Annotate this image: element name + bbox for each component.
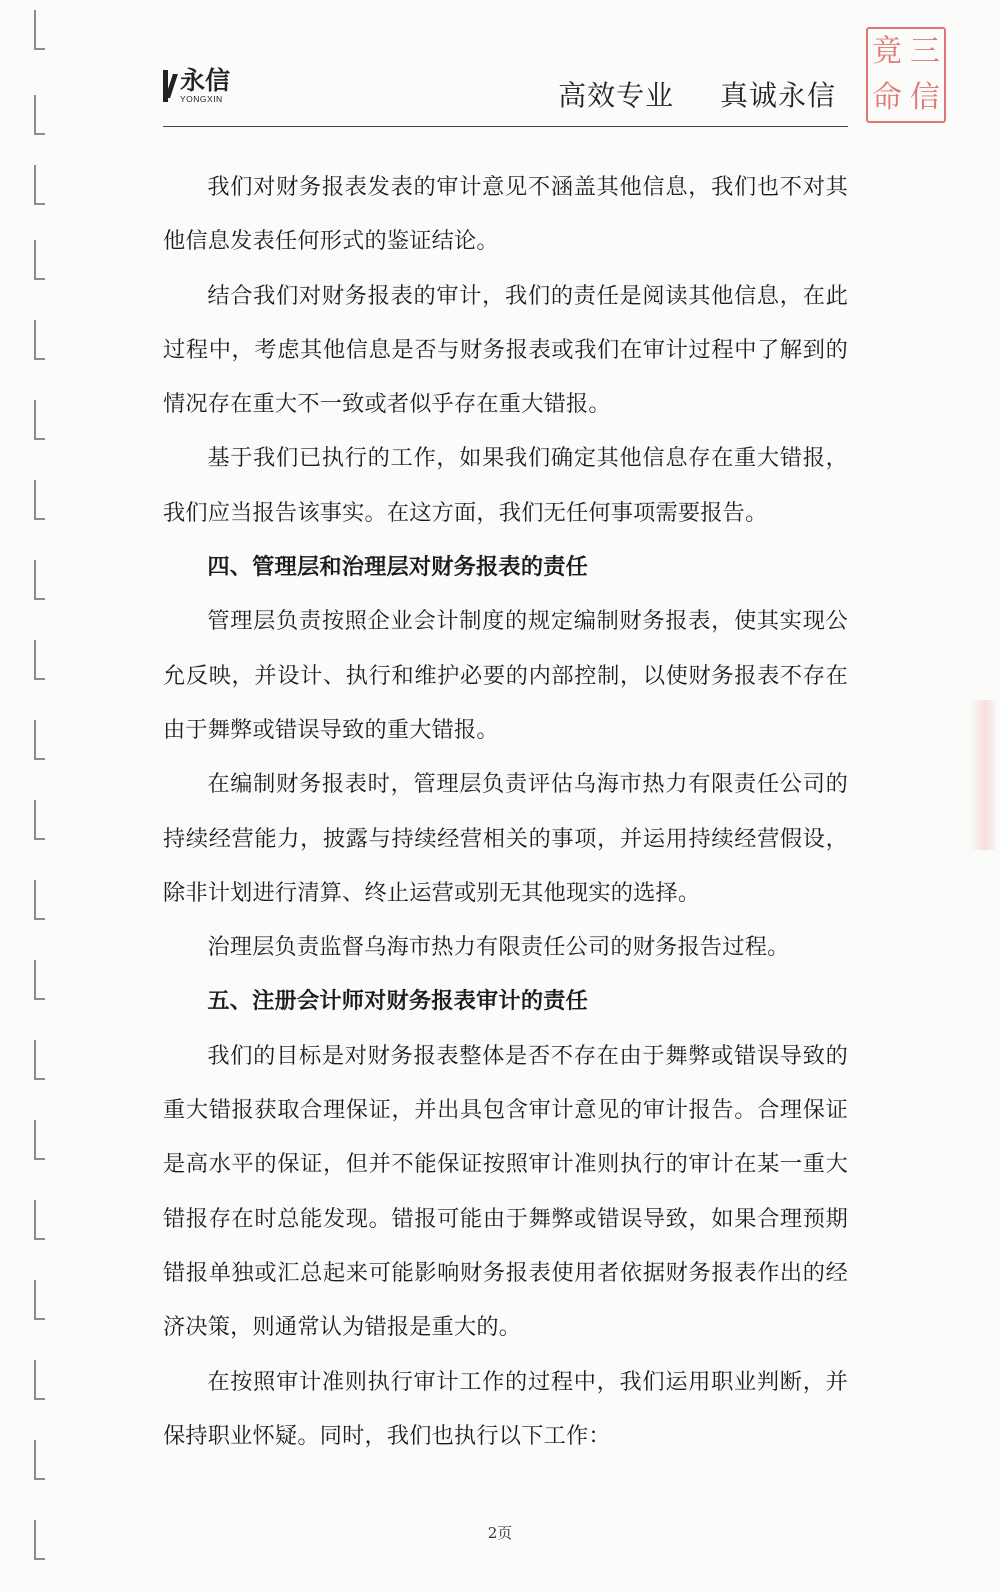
binding-tick bbox=[34, 1280, 45, 1320]
seal-char: 信 bbox=[910, 80, 940, 115]
binding-tick bbox=[34, 240, 45, 280]
binding-tick bbox=[34, 1040, 45, 1080]
body-paragraph: 结合我们对财务报表的审计，我们的责任是阅读其他信息，在此过程中，考虑其他信息是否与财务报表或我们在审计过程中了解到的情况存在重大不一致或者似乎存在重大错报。 bbox=[163, 282, 848, 418]
logo-k-icon bbox=[163, 70, 177, 102]
binding-tick bbox=[34, 800, 45, 840]
binding-tick bbox=[34, 95, 45, 135]
binding-tick bbox=[34, 1360, 45, 1400]
page-number: 2页 bbox=[487, 1524, 513, 1542]
section-heading: 五、注册会计师对财务报表审计的责任 bbox=[207, 988, 588, 1015]
body-paragraph: 治理层负责监督乌海市热力有限责任公司的财务报告过程。 bbox=[207, 934, 790, 961]
seal-char: 三 bbox=[910, 34, 940, 69]
binding-tick bbox=[34, 960, 45, 1000]
binding-tick bbox=[34, 10, 45, 50]
binding-tick bbox=[34, 480, 45, 520]
binding-tick bbox=[34, 400, 45, 440]
binding-tick bbox=[34, 1200, 45, 1240]
body-paragraph: 在编制财务报表时，管理层负责评估乌海市热力有限责任公司的持续经营能力，披露与持续经营相关的事项，并运用持续经营假设，除非计划进行清算、终止运营或别无其他现实的选择。 bbox=[163, 771, 848, 906]
binding-margin bbox=[0, 0, 60, 1591]
seal-char: 命 bbox=[872, 80, 902, 115]
logo-chinese-text: 永信 bbox=[180, 66, 231, 95]
binding-tick bbox=[34, 165, 45, 205]
yongxin-logo bbox=[163, 68, 230, 104]
report-body bbox=[163, 160, 848, 1463]
binding-tick bbox=[34, 720, 45, 760]
page-header bbox=[163, 60, 848, 130]
binding-tick bbox=[34, 1440, 45, 1480]
binding-tick bbox=[34, 320, 45, 360]
binding-tick bbox=[34, 1120, 45, 1160]
logo-english-text: YONGXIN bbox=[180, 94, 223, 104]
binding-tick bbox=[34, 560, 45, 600]
header-divider bbox=[163, 126, 848, 127]
section-heading: 四、管理层和治理层对财务报表的责任 bbox=[207, 554, 588, 581]
edge-stamp-residue bbox=[970, 700, 996, 850]
header-slogan: 高效专业 真诚永信 bbox=[558, 79, 836, 112]
binding-tick bbox=[34, 880, 45, 920]
body-paragraph: 管理层负责按照企业会计制度的规定编制财务报表，使其实现公允反映，并设计、执行和维护必要的内部控制，以使财务报表不存在由于舞弊或错误导致的重大错报。 bbox=[163, 608, 848, 743]
body-paragraph: 在按照审计准则执行审计工作的过程中，我们运用职业判断，并保持职业怀疑。同时，我们也执行以下工作： bbox=[163, 1368, 848, 1449]
body-paragraph: 基于我们已执行的工作，如果我们确定其他信息存在重大错报，我们应当报告该事实。在这方面，我们无任何事项需要报告。 bbox=[163, 445, 848, 526]
red-seal-stamp bbox=[866, 27, 946, 123]
binding-tick bbox=[34, 640, 45, 680]
seal-char: 竟 bbox=[872, 34, 902, 69]
body-paragraph: 我们对财务报表发表的审计意见不涵盖其他信息，我们也不对其他信息发表任何形式的鉴证结论。 bbox=[163, 174, 848, 255]
body-paragraph: 我们的目标是对财务报表整体是否不存在由于舞弊或错误导致的重大错报获取合理保证，并出具包含审计意见的审计报告。合理保证是高水平的保证，但并不能保证按照审计准则执行的审计在某一重大错报存在时总能发现。错报可能由于舞弊或错误导致，如果合理预期错报单独或汇总起来可能影响财务报表使用者依据财务报表作出的经济决策，则通常认为错报是重大的。 bbox=[163, 1042, 848, 1341]
